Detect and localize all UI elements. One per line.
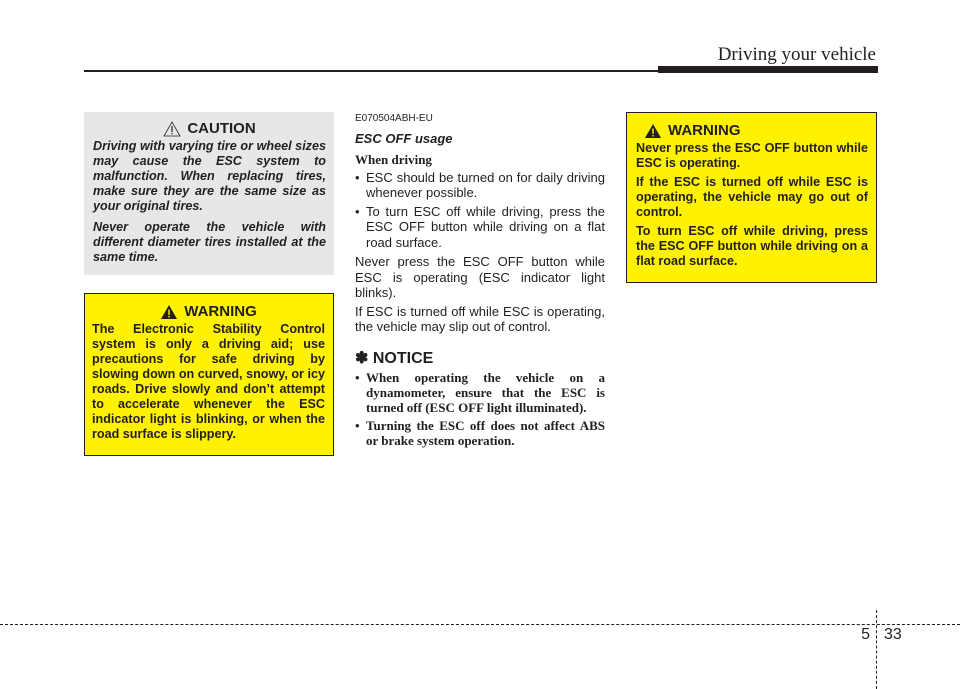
caution-header [93,120,326,137]
main-column [355,111,605,452]
warning-paragraph: To turn ESC off while driving, press the ESC OFF button while driving on a flat road surface. [636,224,868,268]
notice-item: • Turning the ESC off does not affect ABS or brake system operation. [355,418,605,448]
warning-box-left [84,293,334,456]
warning-paragraph: Never press the ESC OFF button while ESC is operating. [636,141,868,170]
warning-heading: WARNING [184,303,257,320]
warning-heading: WARNING [668,122,741,139]
when-driving-label: When driving [355,152,432,167]
section-code: E070504ABH-EU [355,113,433,124]
caution-paragraph: Never operate the vehicle with different diameter tires installed at the same time. [93,220,326,264]
list-item: • To turn ESC off while driving, press the ESC OFF button while driving on a flat road surface. [355,204,605,251]
warning-triangle-icon [160,304,178,320]
caution-paragraph: Driving with varying tire or wheel sizes may cause the ESC system to malfunction. When replacing tires, make sure they are the same size as your original tires. [93,139,326,213]
notice-list [355,370,605,448]
section-title: Driving your vehicle [717,44,876,65]
notice-item: • When operating the vehicle on a dynamometer, ensure that the ESC is turned off (ESC OFF light illuminated). [355,370,605,415]
warning-box-right [626,112,877,283]
page-number-divider [876,610,877,689]
warning-paragraph: If the ESC is turned off while ESC is operating, the vehicle may go out of control. [636,175,868,219]
warning-triangle-icon [644,123,662,139]
body-paragraph: Never press the ESC OFF button while ESC is operating (ESC indicator light blinks). [355,254,605,300]
caution-heading: CAUTION [187,120,256,137]
caution-box [84,112,334,275]
warning-header [92,303,325,320]
warning-header [636,122,868,139]
footer-rule [0,624,960,625]
notice-heading: ✽ NOTICE [355,349,434,367]
caution-triangle-icon [163,121,181,137]
warning-text: The Electronic Stability Control system is only a driving aid; use precautions for safe driving by slowing down on curved, snowy, or icy roads. Drive slowly and don’t attempt to accelerate whenever the ESC indicator light is blinking, or when the road surface is slippery. [92,322,325,441]
header-bar [658,66,878,73]
list-item: • ESC should be turned on for daily driving whenever possible. [355,170,605,201]
chapter-number: 5 [861,626,870,643]
header-rule [84,70,658,72]
driving-bullets [355,170,605,251]
body-paragraph: If ESC is turned off while ESC is operating, the vehicle may slip out of control. [355,303,605,334]
subsection-heading: ESC OFF usage [355,130,453,146]
page-number: 33 [884,626,902,643]
